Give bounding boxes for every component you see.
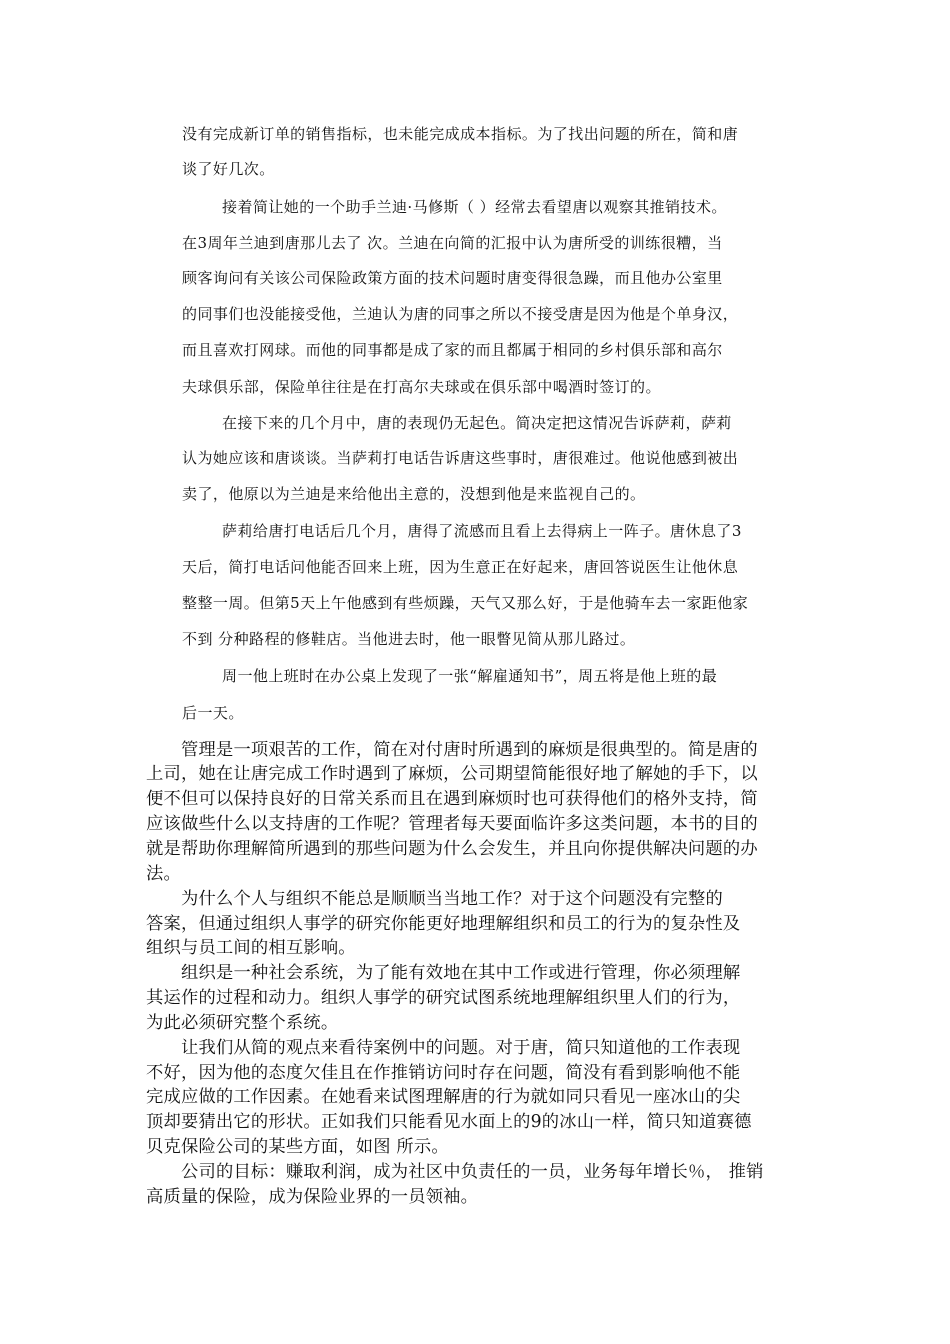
case-story-line: 在接下来的几个月中，唐的表现仍无起色。简决定把这情况告诉萨莉，萨莉: [222, 414, 732, 432]
commentary-line: 完成应做的工作因素。在她看来试图理解唐的行为就如同只看见一座冰山的尖: [146, 1087, 741, 1107]
commentary-line: 组织与员工间的相互影响。: [146, 938, 356, 958]
case-story-line: 的同事们也没能接受他，兰迪认为唐的同事之所以不接受唐是因为他是个单身汉，: [182, 305, 739, 323]
commentary-line: 为什么个人与组织不能总是顺顺当当地工作？对于这个问题没有完整的: [181, 889, 723, 909]
commentary-line: 其运作的过程和动力。组织人事学的研究试图系统地理解组织里人们的行为，: [146, 988, 741, 1008]
case-story-line: 萨莉给唐打电话后几个月，唐得了流感而且看上去得病上一阵子。唐休息了3: [222, 522, 742, 540]
commentary-line: 高质量的保险，成为保险业界的一员领袖。: [146, 1187, 479, 1207]
commentary-line: 便不但可以保持良好的日常关系而且在遇到麻烦时也可获得他们的格外支持，简: [146, 789, 758, 809]
case-story-line: 后一天。: [182, 704, 244, 722]
commentary-line: 不好，因为他的态度欠佳且在作推销访问时存在问题，简没有看到影响他不能: [146, 1063, 741, 1083]
case-story-line: 整整一周。但第5天上午他感到有些烦躁，天气又那么好，于是他骑车去一家距他家: [182, 594, 749, 612]
commentary-line: 公司的目标：赚取利润，成为社区中负责任的一员，业务每年增长％， 推销: [181, 1162, 764, 1182]
case-story-line: 没有完成新订单的销售指标，也未能完成成本指标。为了找出问题的所在，简和唐: [182, 125, 739, 143]
case-story-line: 天后，简打电话问他能否回来上班，因为生意正在好起来，唐回答说医生让他休息: [182, 558, 739, 576]
case-story-line: 不到 分种路程的修鞋店。当他进去时，他一眼瞥见简从那儿路过。: [182, 630, 636, 648]
commentary-line: 让我们从简的观点来看待案例中的问题。对于唐，简只知道他的工作表现: [181, 1038, 741, 1058]
case-story-line: 而且喜欢打网球。而他的同事都是成了家的而且都属于相同的乡村俱乐部和高尔: [182, 341, 723, 359]
case-story-line: 夫球俱乐部，保险单往往是在打高尔夫球或在俱乐部中喝酒时签订的。: [182, 378, 661, 396]
case-story-line: 顾客询问有关该公司保险政策方面的技术问题时唐变得很急躁，而且他办公室里: [182, 269, 723, 287]
case-story-line: 接着简让她的一个助手兰迪·马修斯（ ）经常去看望唐以观察其推销技术。: [222, 198, 727, 216]
case-story-line: 谈了好几次。: [182, 160, 275, 178]
case-story-line: 周一他上班时在办公桌上发现了一张“解雇通知书”，周五将是他上班的最: [222, 667, 718, 685]
commentary-line: 就是帮助你理解简所遇到的那些问题为什么会发生，并且向你提供解决问题的办: [146, 839, 758, 859]
case-story-line: 认为她应该和唐谈谈。当萨莉打电话告诉唐这些事时，唐很难过。他说他感到被出: [182, 449, 739, 467]
case-story-line: 卖了，他原以为兰迪是来给他出主意的，没想到他是来监视自己的。: [182, 485, 646, 503]
commentary-line: 贝克保险公司的某些方面，如图 所示。: [146, 1137, 449, 1157]
commentary-line: 管理是一项艰苦的工作，简在对付唐时所遇到的麻烦是很典型的。简是唐的: [181, 740, 758, 760]
commentary-line: 顶却要猜出它的形状。正如我们只能看见水面上的9的冰山一样，简只知道赛德: [146, 1112, 752, 1132]
commentary-line: 应该做些什么以支持唐的工作呢？管理者每天要面临许多这类问题，本书的目的: [146, 814, 758, 834]
commentary-line: 法。: [146, 864, 181, 884]
commentary-line: 上司，她在让唐完成工作时遇到了麻烦，公司期望简能很好地了解她的手下，以: [146, 764, 758, 784]
commentary-line: 答案，但通过组织人事学的研究你能更好地理解组织和员工的行为的复杂性及: [146, 914, 741, 934]
commentary-line: 组织是一种社会系统，为了能有效地在其中工作或进行管理，你必须理解: [181, 963, 741, 983]
commentary-line: 为此必须研究整个系统。: [146, 1013, 339, 1033]
case-story-line: 在3周年兰迪到唐那儿去了 次。兰迪在向简的汇报中认为唐所受的训练很糟，当: [182, 234, 723, 252]
